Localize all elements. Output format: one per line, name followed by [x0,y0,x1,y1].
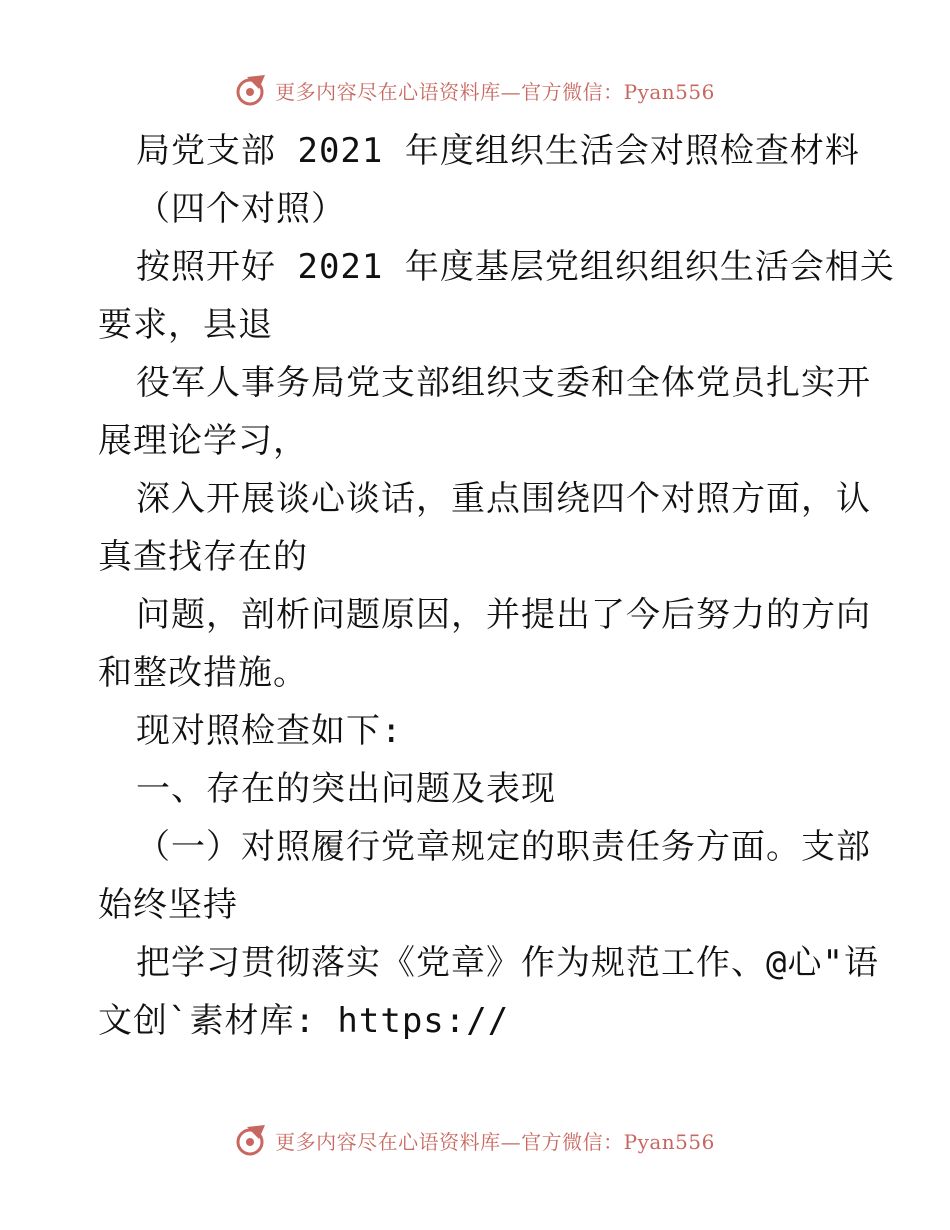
footer-watermark-banner [0,1120,950,1160]
watermark-text: 更多内容尽在心语资料库—官方微信：Pyan556 [275,79,715,104]
text-line: 把学习贯彻落实《党章》作为规范工作、@心"语 [136,943,879,983]
text-line: 始终坚持 [98,885,238,925]
text-line: 问题，剖析问题原因，并提出了今后努力的方向 [136,595,871,635]
text-line: （四个对照） [136,189,346,229]
text-line: 深入开展谈心谈话，重点围绕四个对照方面，认 [136,479,871,519]
text-line: 现对照检查如下: [136,711,403,751]
header-watermark-banner [0,70,950,110]
text-line: 展理论学习， [98,421,308,461]
text-line: 局党支部 2021 年度组织生活会对照检查材料 [136,131,860,171]
text-line: 文创`素材库: https:// [98,1001,510,1041]
watermark-text: 更多内容尽在心语资料库—官方微信：Pyan556 [275,1129,715,1154]
pen-nib-logo-icon [235,1123,269,1157]
text-line: 役军人事务局党支部组织支委和全体党员扎实开 [136,363,871,403]
text-line: 和整改措施。 [98,653,308,693]
text-line: 真查找存在的 [98,537,308,577]
document-body [98,122,895,1050]
text-line: （一）对照履行党章规定的职责任务方面。支部 [136,827,871,867]
text-line: 按照开好 2021 年度基层党组织组织生活会相关 [136,247,895,287]
text-line: 一、存在的突出问题及表现 [136,769,556,809]
text-line: 要求，县退 [98,305,273,345]
pen-nib-logo-icon [235,73,269,107]
